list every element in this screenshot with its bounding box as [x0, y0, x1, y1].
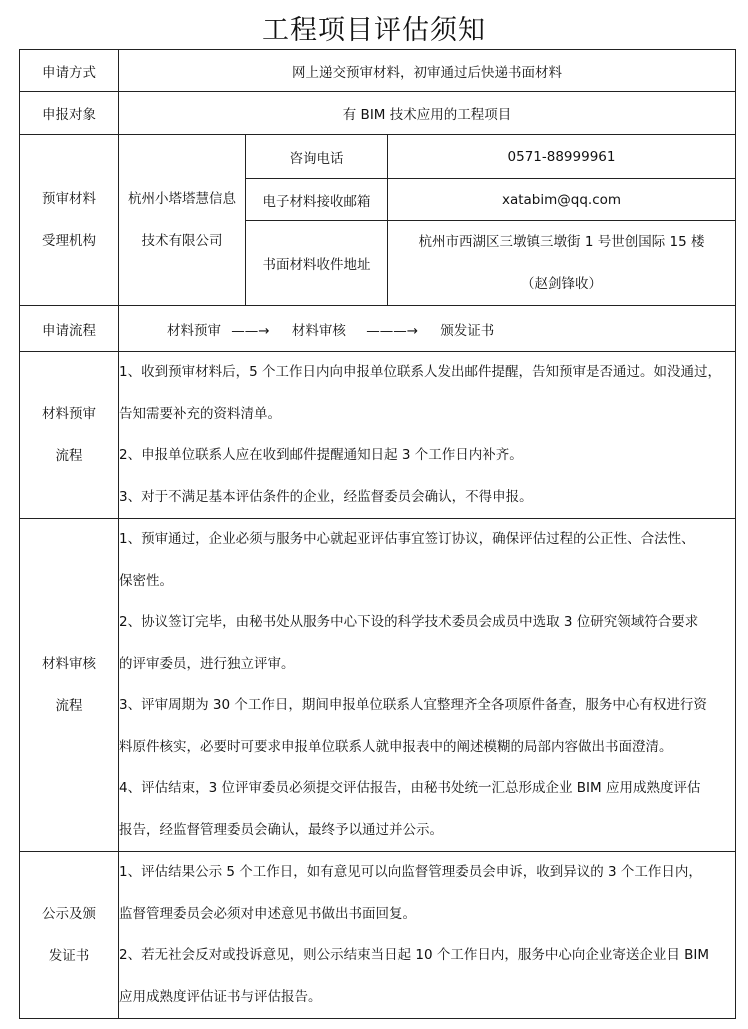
- text-line: 的评审委员，进行独立评审。: [119, 655, 295, 672]
- text-line: 应用成熟度评估证书与评估报告。: [119, 988, 322, 1005]
- flow-step-pre-review: 材料预审: [167, 322, 221, 339]
- application-form-table: [19, 49, 736, 1019]
- label-agency-line2: 受理机构: [42, 233, 96, 249]
- flow-arrow-icon: ——→: [231, 322, 270, 339]
- text-line: 2、若无社会反对或投诉意见，则公示结束当日起 10 个工作日内，服务中心向企业寄送企业目 BIM: [119, 947, 710, 963]
- label-email: 电子材料接收邮箱: [246, 179, 388, 221]
- label-pre-review-process: [20, 352, 119, 519]
- label-application-flow: 申请流程: [20, 306, 119, 352]
- agency-org-line2: 技术有限公司: [141, 233, 223, 249]
- page-title: 工程项目评估须知: [262, 15, 486, 46]
- address-line1: 杭州市西湖区三墩镇三墩街 1 号世创国际 15 楼: [418, 234, 705, 250]
- text-line: 2、申报单位联系人应在收到邮件提醒通知日起 3 个工作日内补齐。: [119, 447, 523, 463]
- text-line: 报告，经监督管理委员会确认，最终予以通过并公示。: [119, 821, 443, 838]
- text-line: 告知需要补充的资料清单。: [119, 405, 281, 422]
- label-agency-line1: 预审材料: [42, 191, 96, 207]
- flow-step-certificate: 颁发证书: [440, 322, 495, 339]
- label-publicity-line1: 公示及颁: [42, 906, 96, 922]
- text-line: 3、对于不满足基本评估条件的企业，经监督委员会确认，不得申报。: [119, 488, 533, 505]
- text-line: 保密性。: [119, 572, 173, 589]
- text-line: 料原件核实，必要时可要求申报单位联系人就申报表中的阐述模糊的局部内容做出书面澄清。: [119, 738, 673, 755]
- value-phone: 0571-88999961: [388, 135, 736, 179]
- text-line: 1、评估结果公示 5 个工作日，如有意见可以向监督管理委员会申诉，收到异议的 3 个工作日内，: [119, 864, 702, 880]
- application-flow-steps: [119, 306, 736, 352]
- label-review-line2: 流程: [55, 698, 83, 714]
- label-publicity-line2: 发证书: [48, 948, 90, 964]
- row-pre-review-process: [20, 352, 736, 519]
- row-application-target: [20, 92, 736, 135]
- publicity-text: [119, 852, 736, 1019]
- flow-arrow-icon: ———→: [366, 322, 419, 339]
- row-contact-phone: [20, 135, 736, 179]
- text-line: 3、评审周期为 30 个工作日，期间申报单位联系人宜整理齐全各项原件备查，服务中心有权进行资: [119, 697, 707, 713]
- text-line: 1、预审通过，企业必须与服务中心就起亚评估事宜签订协议，确保评估过程的公正性、合法性、: [119, 531, 695, 547]
- value-email: xatabim@qq.com: [388, 179, 736, 221]
- label-review-line1: 材料审核: [42, 656, 96, 672]
- agency-org-name: [119, 135, 246, 306]
- label-pre-review-line1: 材料预审: [42, 406, 96, 422]
- text-line: 2、协议签订完毕，由秘书处从服务中心下设的科学技术委员会成员中选取 3 位研究领域符合要求: [119, 614, 699, 630]
- label-publicity: [20, 852, 119, 1019]
- label-pre-review-line2: 流程: [55, 448, 83, 464]
- value-application-method: 网上递交预审材料，初审通过后快递书面材料: [119, 50, 736, 92]
- label-agency: [20, 135, 119, 306]
- label-review-process: [20, 519, 119, 852]
- row-application-flow: [20, 306, 736, 352]
- text-line: 1、收到预审材料后，5 个工作日内向申报单位联系人发出邮件提醒，告知预审是否通过。如没通过，: [119, 364, 721, 380]
- row-publicity-certificate: [20, 852, 736, 1019]
- value-application-target: 有 BIM 技术应用的工程项目: [119, 92, 736, 135]
- text-line: 监督管理委员会必须对申述意见书做出书面回复。: [119, 905, 416, 922]
- agency-org-line1: 杭州小塔塔慧信息: [128, 191, 236, 207]
- value-address: [388, 221, 736, 306]
- label-application-target: 申报对象: [20, 92, 119, 135]
- review-process-text: [119, 519, 736, 852]
- label-address: 书面材料收件地址: [246, 221, 388, 306]
- row-review-process: [20, 519, 736, 852]
- pre-review-process-text: [119, 352, 736, 519]
- flow-step-review: 材料审核: [291, 322, 346, 339]
- label-application-method: 申请方式: [20, 50, 119, 92]
- text-line: 4、评估结束，3 位评审委员必须提交评估报告，由秘书处统一汇总形成企业 BIM 应用成熟度评估: [119, 780, 701, 796]
- label-phone: 咨询电话: [246, 135, 388, 179]
- address-line2: （赵剑锋收）: [521, 276, 602, 292]
- row-application-method: [20, 50, 736, 92]
